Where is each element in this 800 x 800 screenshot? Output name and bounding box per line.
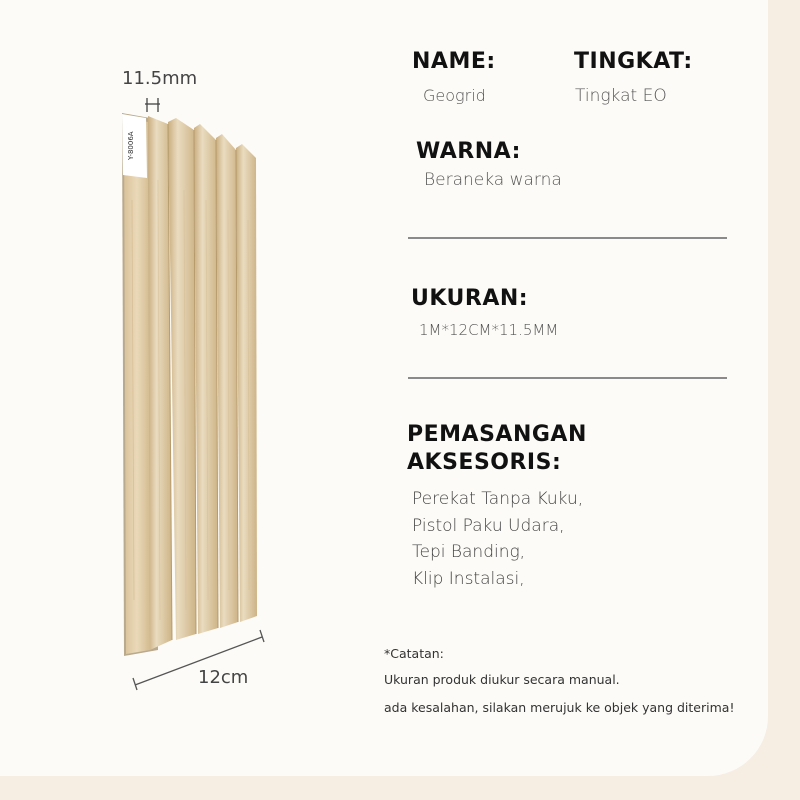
color-label: WARNA:	[416, 139, 521, 164]
divider	[408, 377, 727, 379]
grade-value: Tingkat EO	[575, 86, 667, 106]
width-label: 12cm	[198, 667, 249, 688]
list-item: Pistol Paku Udara,	[412, 515, 565, 536]
svg-text:Y-8006A: Y-8006A	[127, 131, 135, 160]
divider	[408, 237, 727, 239]
size-value: 1M*12CM*11.5MM	[419, 321, 559, 339]
accessories-label: PEMASANGAN	[407, 422, 587, 447]
list-item: Perekat Tanpa Kuku,	[412, 489, 584, 509]
grade-label: TINGKAT:	[574, 49, 693, 74]
list-item: Klip Instalasi,	[412, 568, 525, 589]
size-label: UKURAN:	[411, 286, 529, 311]
list-item: Tepi Banding,	[412, 542, 526, 562]
name-value: Geogrid	[423, 86, 486, 105]
product-sticker	[122, 114, 147, 178]
note-line: ada kesalahan, silakan merujuk ke objek yang diterima!	[384, 700, 735, 715]
accessories-list	[412, 486, 583, 592]
note-title: *Catatan:	[384, 646, 444, 661]
note-line: Ukuran produk diukur secara manual.	[384, 672, 620, 687]
name-label: NAME:	[412, 49, 496, 74]
thickness-dimension-marker	[145, 98, 160, 112]
thickness-label: 11.5mm	[122, 68, 198, 89]
color-value: Beraneka warna	[424, 170, 562, 190]
accessories-label: AKSESORIS:	[407, 450, 562, 475]
